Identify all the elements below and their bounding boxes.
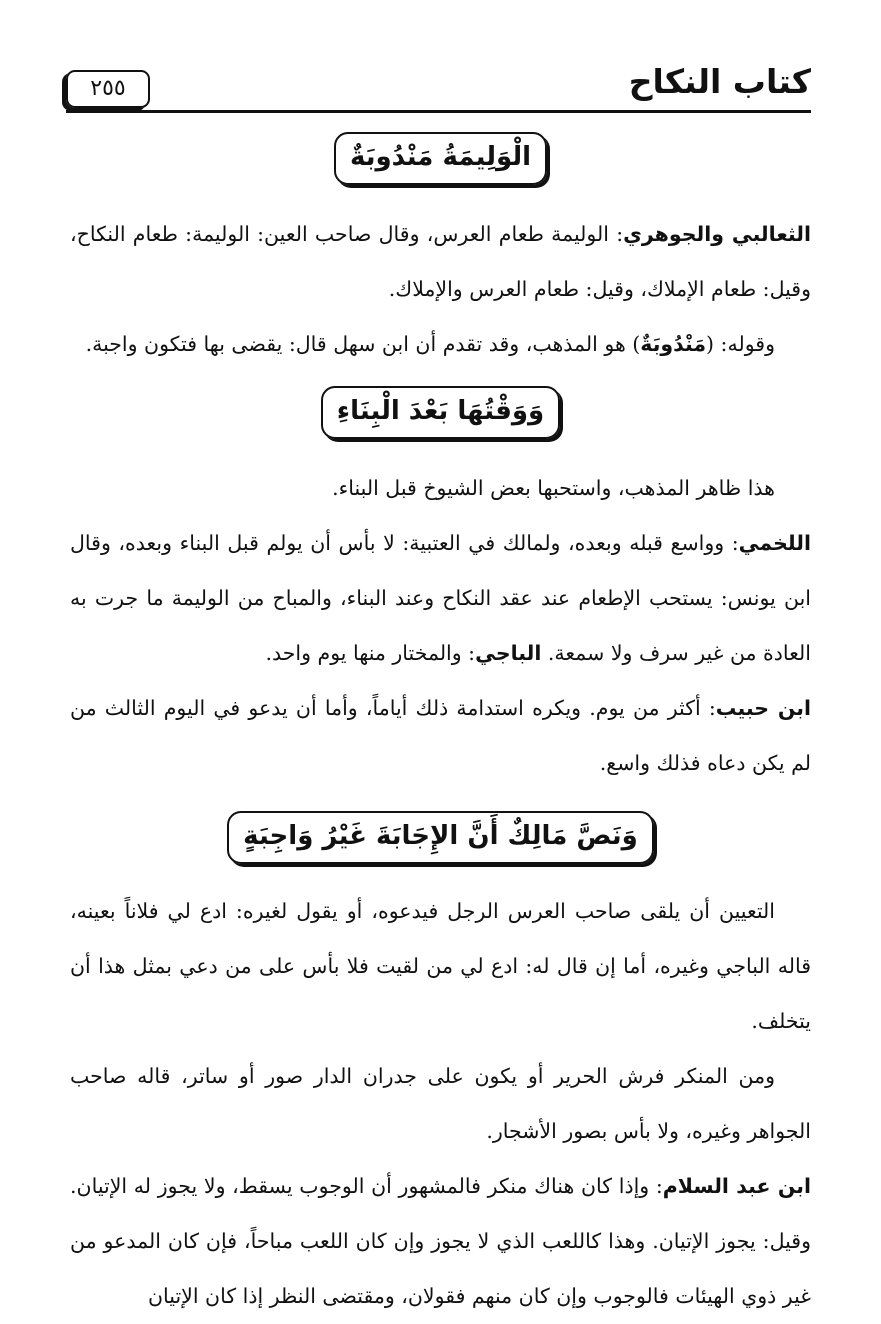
paragraph-text: : والمختار منها يوم واحد. bbox=[265, 641, 476, 665]
paragraph-text: التعيين أن يلقى صاحب العرس الرجل فيدعوه، أو يقول لغيره: ادع لي فلاناً بعينه، قاله الباجي وغيره، أما إن قال له: ادع لي من لقيت فلا بأس على من دعي بمثل هذا أن يتخلف. bbox=[70, 899, 811, 1033]
speaker-name: ابن عبد السلام bbox=[662, 1174, 811, 1198]
speaker-name: الباجي bbox=[475, 641, 542, 665]
paragraph-text: : وواسع قبله وبعده، ولمالك في العتبية: لا بأس أن يولم قبل البناء وبعده، وقال ابن يونس: يستحب الإطعام عند عقد النكاح وعند البناء، والمباح من الوليمة ما جرت به العادة من غير سرف ولا سمعة. bbox=[70, 531, 811, 665]
paragraph-text: : أكثر من يوم. ويكره استدامة ذلك أياماً، وأما أن يدعو في اليوم الثالث من لم يكن دعاه فذلك واسع. bbox=[70, 696, 811, 775]
section-heading-3-wrap bbox=[70, 811, 811, 864]
paragraph bbox=[70, 1049, 811, 1159]
quoted-term: مَنْدُوبَةٌ bbox=[640, 332, 707, 356]
page-number: ٢٥٥ bbox=[66, 70, 150, 108]
speaker-name: ابن حبيب bbox=[715, 696, 811, 720]
paragraph-text: : وإذا كان هناك منكر فالمشهور أن الوجوب يسقط، ولا يجوز له الإتيان. وقيل: يجوز الإتيان. وهذا كاللعب الذي لا يجوز وإن كان اللعب مباحاً، فإن كان المدعو من غير ذوي الهيئات فالوجوب وإن كان منهم فقولان، ومقتضى النظر إذا كان الإتيان bbox=[70, 1174, 811, 1308]
book-title: كتاب النكاح bbox=[628, 62, 811, 101]
paragraph-text: هذا ظاهر المذهب، واستحبها بعض الشيوخ قبل البناء. bbox=[332, 476, 775, 500]
header-rule bbox=[66, 110, 811, 113]
paragraph bbox=[70, 1159, 811, 1324]
paragraph-text: : الوليمة طعام العرس، وقال صاحب العين: الوليمة: طعام النكاح، وقيل: طعام الإملاك، وقيل: طعام العرس والإملاك. bbox=[70, 222, 811, 301]
paragraph-text: وقوله: ( bbox=[706, 332, 775, 356]
section-heading-2-wrap bbox=[70, 386, 811, 439]
section-heading-1-wrap bbox=[70, 132, 811, 185]
paragraph bbox=[70, 317, 811, 372]
paragraph bbox=[70, 461, 811, 516]
section-heading-1: الْوَلِيمَةُ مَنْدُوبَةٌ bbox=[334, 132, 547, 185]
paragraph bbox=[70, 884, 811, 1049]
paragraph-text: ومن المنكر فرش الحرير أو يكون على جدران الدار صور أو ساتر، قاله صاحب الجواهر وغيره، ولا بأس بصور الأشجار. bbox=[70, 1064, 811, 1143]
section-heading-2: وَوَقْتُهَا بَعْدَ الْبِنَاءِ bbox=[321, 386, 560, 439]
section-heading-3: وَنَصَّ مَالِكٌ أَنَّ الإِجَابَةَ غَيْرُ وَاجِبَةٍ bbox=[227, 811, 654, 864]
paragraph bbox=[70, 681, 811, 791]
paragraph-text: ) هو المذهب، وقد تقدم أن ابن سهل قال: يقضى بها فتكون واجبة. bbox=[85, 332, 641, 356]
speaker-name: الثعالبي والجوهري bbox=[623, 222, 811, 246]
paragraph bbox=[70, 516, 811, 681]
page-content bbox=[70, 130, 811, 1324]
page-header bbox=[66, 58, 811, 110]
speaker-name: اللخمي bbox=[738, 531, 811, 555]
paragraph bbox=[70, 207, 811, 317]
